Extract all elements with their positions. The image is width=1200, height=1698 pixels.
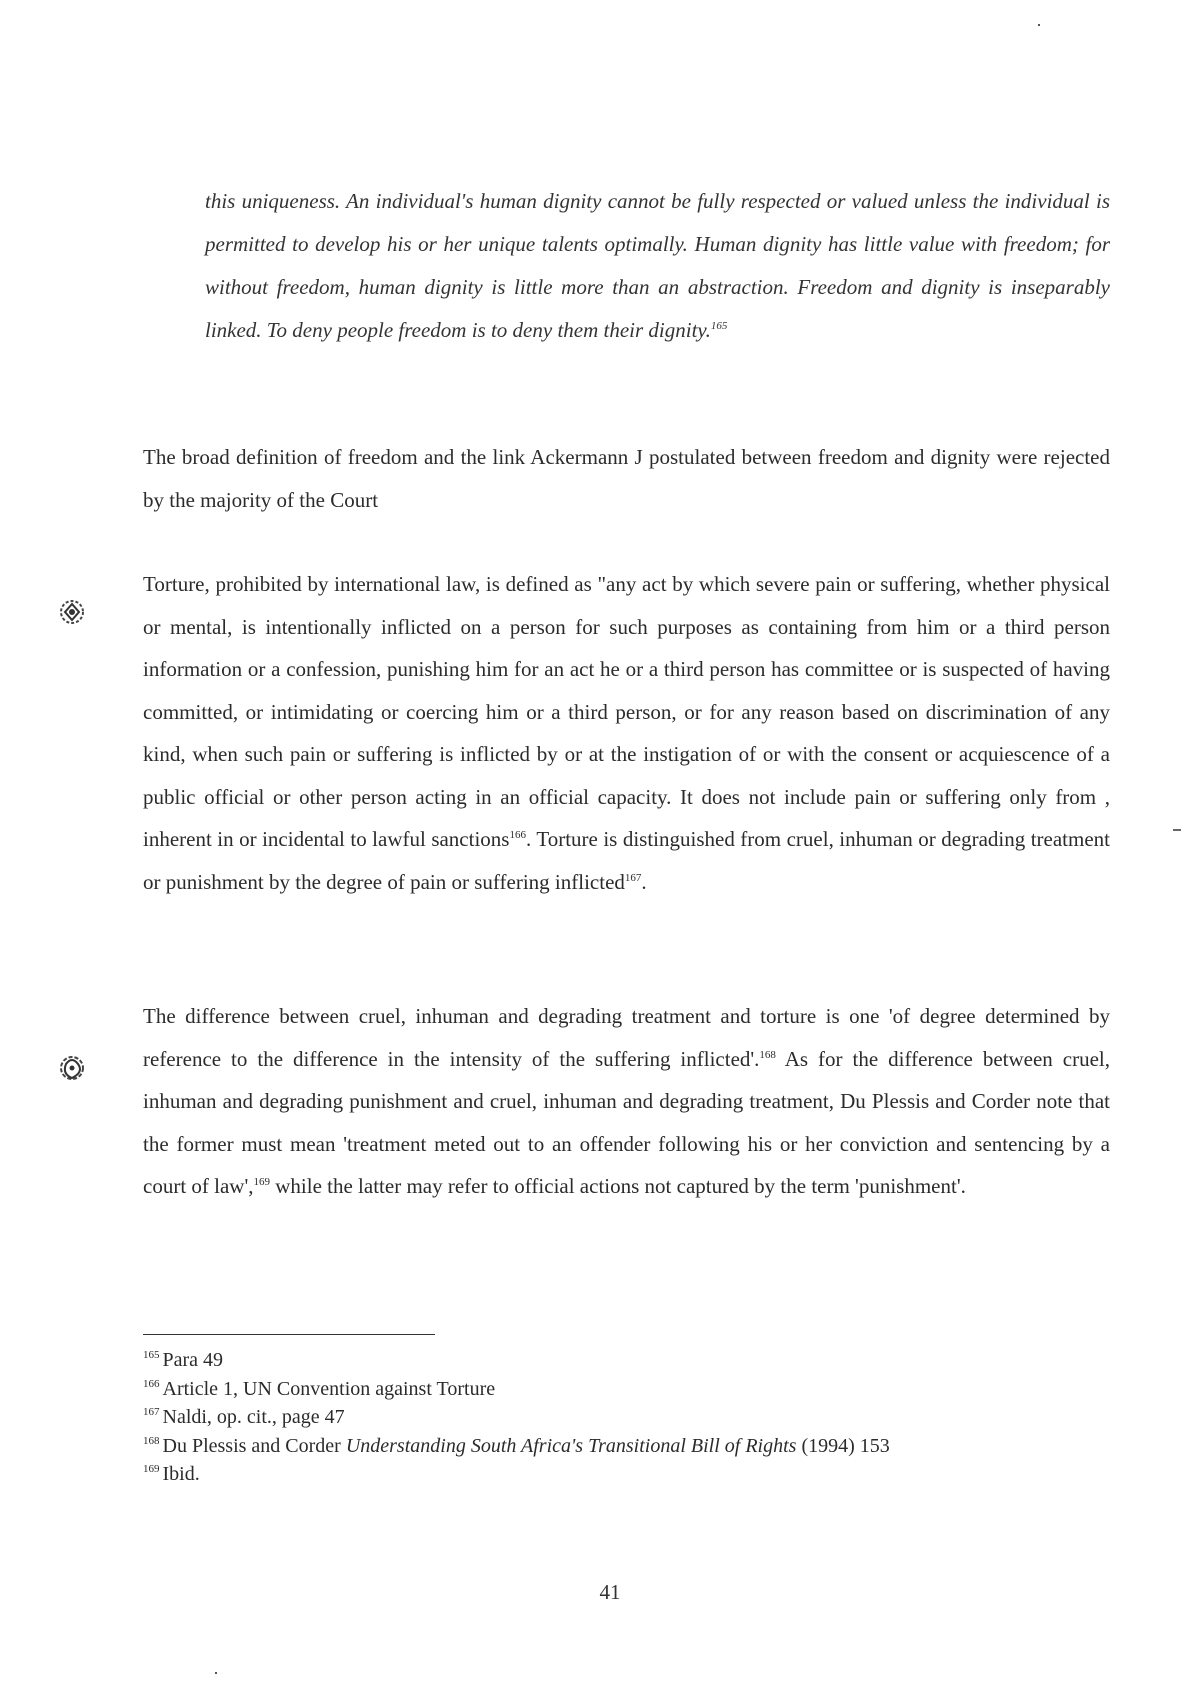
footnote-167 [143, 1403, 1110, 1432]
footnote-text: Article 1, UN Convention against Torture [162, 1377, 496, 1400]
scan-speck [1038, 24, 1040, 26]
paragraph-text: Torture, prohibited by international law, is defined as "any act by which severe pain or suffering, whether physical or mental, is intentionally inflicted on a person for such purposes as containing from him or a third person information or a confession, punishing him for an act he or a third person has committee or is suspected of having committed, or intimidating or coercing him or a third person, or for any reason based on discrimination of any kind, when such pain or suffering is inflicted by or at the instigation of or with the consent or acquiescence of a public official or other person acting in an official capacity. It does not include pain or suffering only from , inherent in or incidental to lawful sanctions [143, 572, 1110, 851]
margin-stamp-icon [56, 596, 88, 628]
paragraph-text: The broad definition of freedom and the link Ackermann J postulated between freedom and dignity were rejected by the majority of the Court [143, 445, 1110, 512]
block-quote [205, 180, 1110, 352]
paragraph-text: The difference between cruel, inhuman and degrading treatment and torture is one 'of degree determined by reference to the difference in the intensity of the suffering inflicted'. [143, 1004, 1110, 1071]
paragraph-text: As for the difference between cruel, inhuman and degrading punishment and cruel, inhuman and degrading treatment, Du Plessis and Corder note that the former must mean 'treatment meted out to an offender following his or her conviction and sentencing by a court of law', [143, 1046, 1110, 1198]
footnote-number: 168 [143, 1434, 160, 1447]
paragraph-freedom-dignity [143, 436, 1110, 521]
footnote-ref-169: 169 [253, 1176, 270, 1188]
footnote-number: 165 [143, 1349, 160, 1362]
quote-text: this uniqueness. An individual's human dignity cannot be fully respected or valued unless the individual is permitted to develop his or her unique talents optimally. Human dignity has little value with freedom; for without freedom, human dignity is little more than an abstraction. Freedom and dignity is inseparably linked. To deny people freedom is to deny them their dignity. [205, 189, 1110, 342]
footnote-number: 167 [143, 1406, 160, 1419]
footnotes [143, 1346, 1110, 1489]
margin-stamp-icon [56, 1052, 88, 1084]
footnote-165 [143, 1346, 1110, 1375]
footnote-number: 169 [143, 1463, 160, 1476]
paragraph-text: . Torture is distinguished from cruel, inhuman or degrading treatment or punishment by the degree of pain or suffering inflicted [143, 827, 1111, 894]
footnote-text: Du Plessis and Corder [162, 1434, 346, 1457]
paragraph-degree-of-suffering [143, 995, 1110, 1208]
footnote-ref-165: 165 [710, 320, 728, 332]
footnote-168 [143, 1432, 1110, 1461]
margin-mark [1173, 829, 1181, 831]
footnote-169 [143, 1460, 1110, 1489]
footnote-ref-168: 168 [759, 1048, 776, 1061]
paragraph-text: while the latter may refer to official actions not captured by the term 'punishment'. [270, 1174, 966, 1198]
footnote-ref-167: 167 [624, 871, 642, 884]
paragraph-torture-definition [143, 563, 1110, 903]
footnote-text: Naldi, op. cit., page 47 [162, 1406, 345, 1428]
footnote-ref-166: 166 [509, 829, 526, 841]
page-number: 41 [599, 1580, 621, 1604]
paragraph-text: . [641, 869, 647, 894]
footnote-book-title: Understanding South Africa's Transitional Bill of Rights [345, 1434, 797, 1457]
footnote-text: Para 49 [162, 1349, 224, 1371]
scan-speck [215, 1672, 217, 1674]
footnote-divider [143, 1334, 435, 1335]
footnote-text: (1994) 153 [796, 1434, 890, 1457]
footnote-166 [143, 1375, 1110, 1404]
footnote-text: Ibid. [162, 1463, 200, 1485]
footnote-number: 166 [143, 1377, 160, 1390]
